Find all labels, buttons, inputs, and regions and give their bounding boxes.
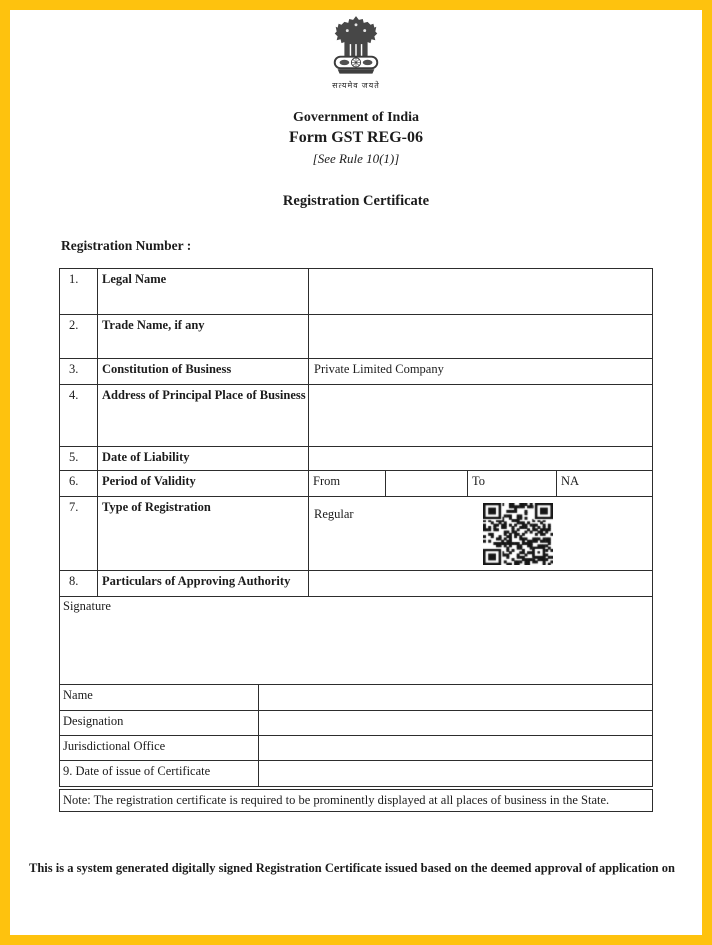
table-row (60, 685, 653, 711)
validity-to-label: To (468, 471, 557, 497)
validity-from-value (386, 471, 468, 497)
row-value (309, 315, 653, 359)
emblem-motto: सत्यमेव जयते (332, 81, 380, 90)
row-label: Address of Principal Place of Business (98, 385, 309, 447)
row-value (309, 447, 653, 471)
qr-code (483, 503, 553, 565)
note-table (59, 789, 653, 812)
row-number: 6. (60, 471, 98, 497)
field-label: Name (60, 685, 259, 711)
registration-table (59, 268, 653, 597)
row-value (309, 385, 653, 447)
row-number: 4. (60, 385, 98, 447)
field-label: Designation (60, 711, 259, 736)
row-number: 2. (60, 315, 98, 359)
row-number: 1. (60, 269, 98, 315)
certificate-title: Registration Certificate (282, 193, 430, 209)
table-row (60, 385, 653, 447)
table-row (60, 269, 653, 315)
india-state-emblem-icon (327, 15, 385, 79)
note-text: Note: The registration certificate is required to be prominently displayed at all places of business in the State. (60, 790, 653, 812)
signature-table (59, 596, 653, 787)
row-label: Trade Name, if any (98, 315, 309, 359)
table-row (60, 497, 653, 571)
table-row (60, 790, 653, 812)
row-value: Private Limited Company (309, 359, 653, 385)
row-label: Legal Name (98, 269, 309, 315)
government-title: Government of India (293, 110, 419, 125)
validity-to-value: NA (557, 471, 653, 497)
row-value (309, 571, 653, 597)
field-value (259, 736, 653, 761)
row-number: 5. (60, 447, 98, 471)
registration-number-label: Registration Number : (61, 238, 192, 253)
row-label: Date of Liability (98, 447, 309, 471)
form-title: Form GST REG-06 (289, 129, 423, 146)
row-value (309, 497, 653, 571)
row-label: Period of Validity (98, 471, 309, 497)
rule-reference: [See Rule 10(1)] (312, 151, 400, 166)
registration-type-value: Regular (314, 507, 354, 521)
field-value (259, 711, 653, 736)
row-label: Particulars of Approving Authority (98, 571, 309, 597)
table-row (60, 597, 653, 685)
field-value (259, 761, 653, 787)
footer-text: This is a system generated digitally signed Registration Certificate issued based on the deemed approval of application on (29, 861, 675, 875)
table-row (60, 359, 653, 385)
row-number: 8. (60, 571, 98, 597)
field-label: 9. Date of issue of Certificate (60, 761, 259, 787)
field-label: Jurisdictional Office (60, 736, 259, 761)
signature-label: Signature (60, 597, 653, 685)
table-row (60, 447, 653, 471)
row-label: Constitution of Business (98, 359, 309, 385)
row-number: 3. (60, 359, 98, 385)
emblem-container (10, 15, 702, 79)
field-value (259, 685, 653, 711)
table-row (60, 571, 653, 597)
row-label: Type of Registration (98, 497, 309, 571)
table-row (60, 711, 653, 736)
table-row (60, 471, 653, 497)
table-row (60, 736, 653, 761)
row-number: 7. (60, 497, 98, 571)
table-row (60, 761, 653, 787)
validity-from-label: From (309, 471, 386, 497)
row-value (309, 269, 653, 315)
table-row (60, 315, 653, 359)
